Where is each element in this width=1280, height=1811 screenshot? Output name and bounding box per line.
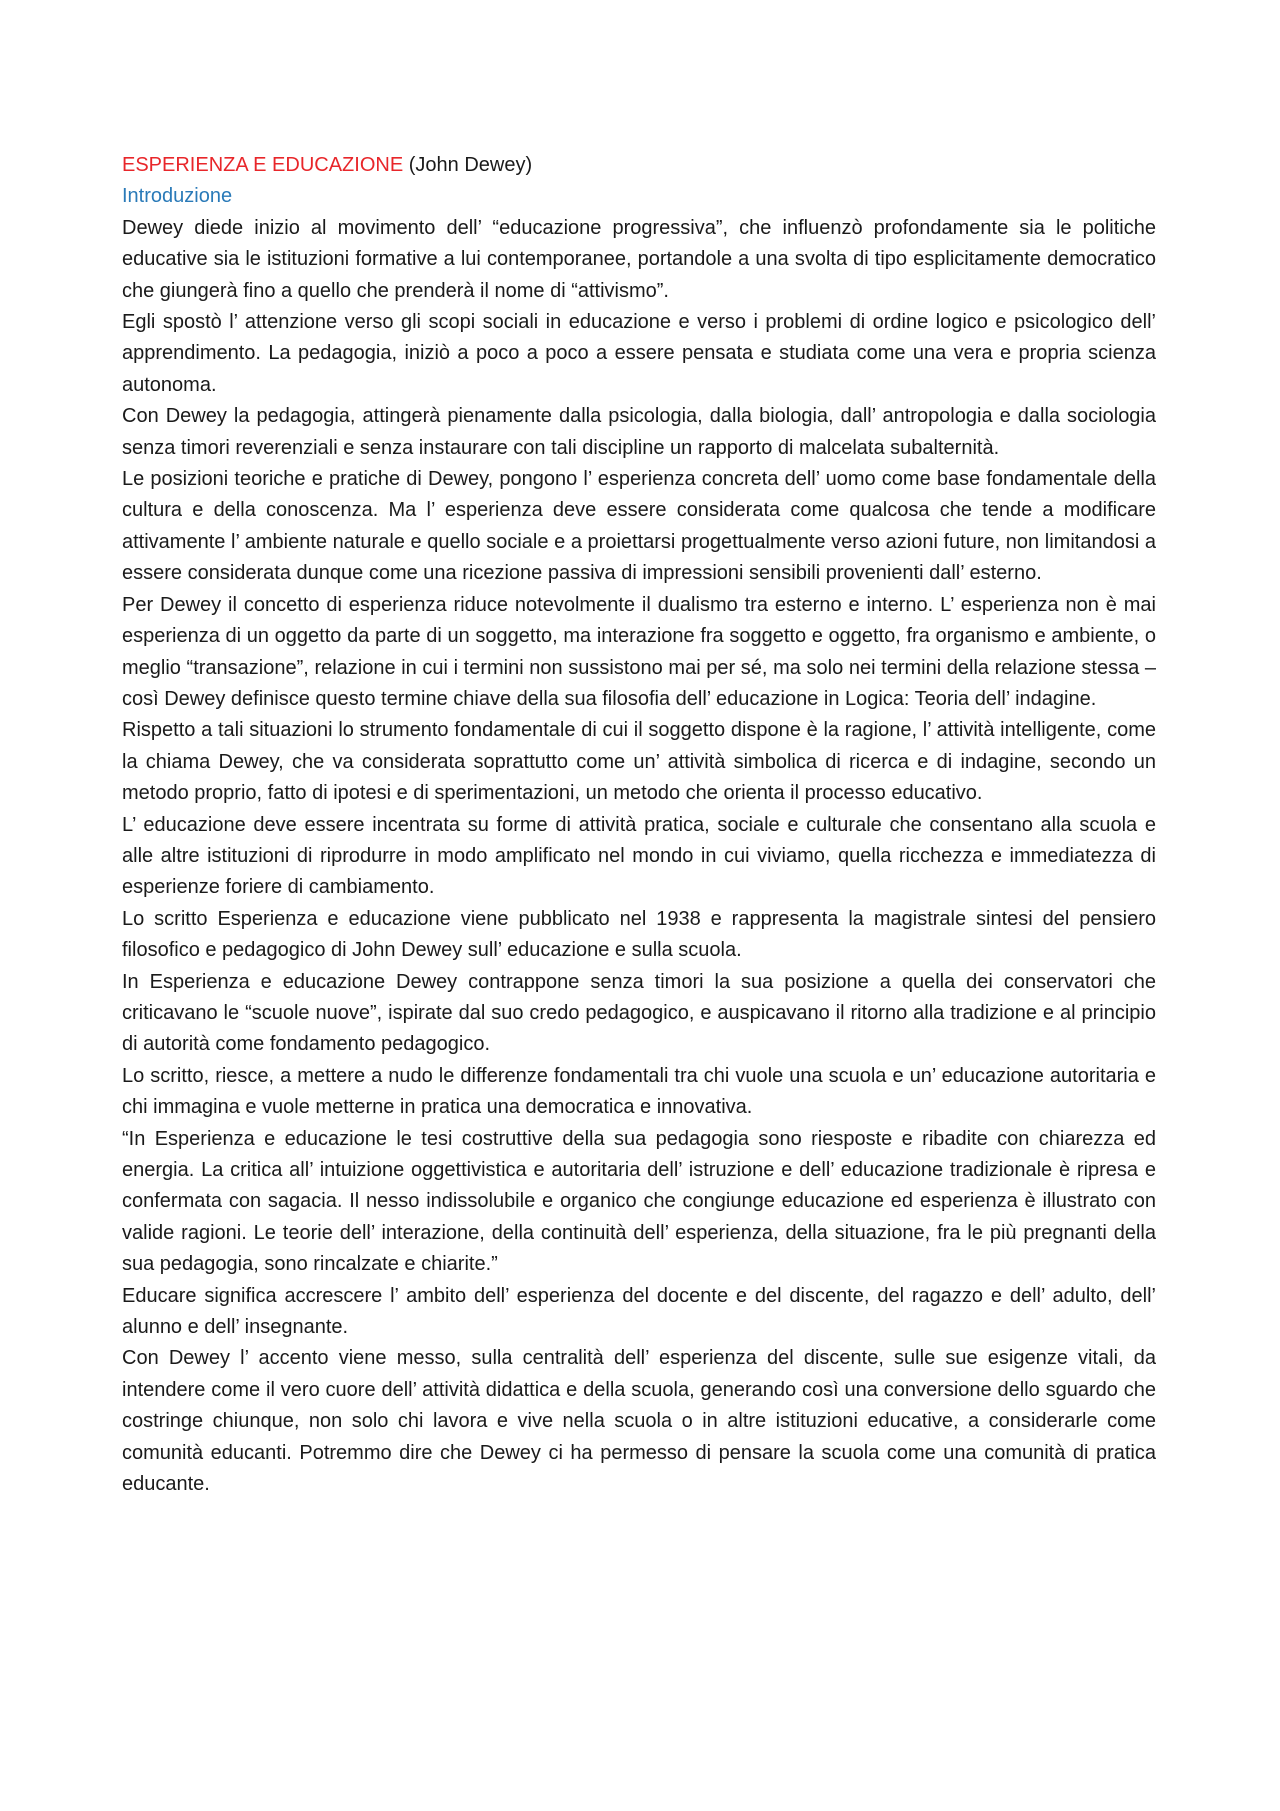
paragraph: In Esperienza e educazione Dewey contrappone senza timori la sua posizione a quella dei conservatori che criticavano le “scuole nuove”, ispirate dal suo credo pedagogico, e auspicavano il ritorno alla tradizione e al principio di autorità come fondamento pedagogico. <box>122 970 1156 1056</box>
section-heading: Introduzione <box>122 185 233 208</box>
paragraph: Per Dewey il concetto di esperienza riduce notevolmente il dualismo tra esterno e interno. L’ esperienza non è mai esperienza di un oggetto da parte di un soggetto, ma interazione fra soggetto e oggetto, fra organismo e ambiente, o meglio “transazione”, relazione in cui i termini non sussistono mai per sé, ma solo nei termini della relazione stessa – così Dewey definisce questo termine chiave della sua filosofia dell’ educazione in Logica: Teoria dell’ indagine. <box>122 593 1156 710</box>
paragraph: Lo scritto Esperienza e educazione viene pubblicato nel 1938 e rappresenta la magistrale sintesi del pensiero filosofico e pedagogico di John Dewey sull’ educazione e sulla scuola. <box>122 907 1156 962</box>
paragraph: Egli spostò l’ attenzione verso gli scopi sociali in educazione e verso i problemi di ordine logico e psicologico dell’ apprendimento. La pedagogia, iniziò a poco a poco a essere pensata e studiata come una vera e propria scienza autonoma. <box>122 311 1156 396</box>
paragraph: Dewey diede inizio al movimento dell’ “educazione progressiva”, che influenzò profondamente sia le politiche educative sia le istituzioni formative a lui contemporanee, portandole a una svolta di tipo esplicitamente democratico che giungerà fino a quello che prenderà il nome di “attivismo”. <box>122 216 1156 302</box>
paragraph: Educare significa accrescere l’ ambito dell’ esperienza del docente e del discente, del ragazzo e dell’ adulto, dell’ alunno e dell’ insegnante. <box>122 1284 1156 1339</box>
paragraph: L’ educazione deve essere incentrata su forme di attività pratica, sociale e culturale che consentano alla scuola e alle altre istituzioni di riprodurre in modo amplificato nel mondo in cui viviamo, quella ricchezza e immediatezza di esperienze foriere di cambiamento. <box>122 813 1156 899</box>
paragraph: Le posizioni teoriche e pratiche di Dewey, pongono l’ esperienza concreta dell’ uomo come base fondamentale della cultura e della conoscenza. Ma l’ esperienza deve essere considerata come qualcosa che tende a modificare attivamente l’ ambiente naturale e quello sociale e a proiettarsi progettualmente verso azioni future, non limitandosi a essere considerata dunque come una ricezione passiva di impressioni sensibili provenienti dall’ esterno. <box>122 468 1156 585</box>
paragraph: Con Dewey l’ accento viene messo, sulla centralità dell’ esperienza del discente, sulle sue esigenze vitali, da intendere come il vero cuore dell’ attività didattica e della scuola, generando così una conversione dello sguardo che costringe chiunque, non solo chi lavora e vive nella scuola o in altre istituzioni educative, a considerarle come comunità educanti. Potremmo dire che Dewey ci ha permesso di pensare la scuola come una comunità di pratica educante. <box>122 1347 1156 1496</box>
document-title <box>122 150 1156 181</box>
paragraph: Lo scritto, riesce, a mettere a nudo le differenze fondamentali tra chi vuole una scuola e un’ educazione autoritaria e chi immagina e vuole metterne in pratica una democratica e innovativa. <box>122 1064 1156 1119</box>
title-author: (John Dewey) <box>403 154 533 176</box>
paragraph: Rispetto a tali situazioni lo strumento fondamentale di cui il soggetto dispone è la ragione, l’ attività intelligente, come la chiama Dewey, che va considerata soprattutto come un’ attività simbolica di ricerca e di indagine, secondo un metodo proprio, fatto di ipotesi e di sperimentazioni, un metodo che orienta il processo educativo. <box>122 719 1156 805</box>
title-main: ESPERIENZA E EDUCAZIONE <box>122 154 404 176</box>
paragraph: Con Dewey la pedagogia, attingerà pienamente dalla psicologia, dalla biologia, dall’ antropologia e dalla sociologia senza timori reverenziali e senza instaurare con tali discipline un rapporto di malcelata subalternità. <box>122 405 1156 459</box>
quote-paragraph: “In Esperienza e educazione le tesi costruttive della sua pedagogia sono riesposte e ribadite con chiarezza ed energia. La critica all’ intuizione oggettivistica e autoritaria dell’ istruzione e dell’ educazione tradizionale è ripresa e confermata con sagacia. Il nesso indissolubile e organico che congiunge educazione ed esperienza è illustrato con valide ragioni. Le teorie dell’ interazione, della continuità dell’ esperienza, della situazione, fra le più pregnanti della sua pedagogia, sono rincalzate e chiarite.” <box>122 1127 1156 1276</box>
document-page <box>122 150 1156 1500</box>
